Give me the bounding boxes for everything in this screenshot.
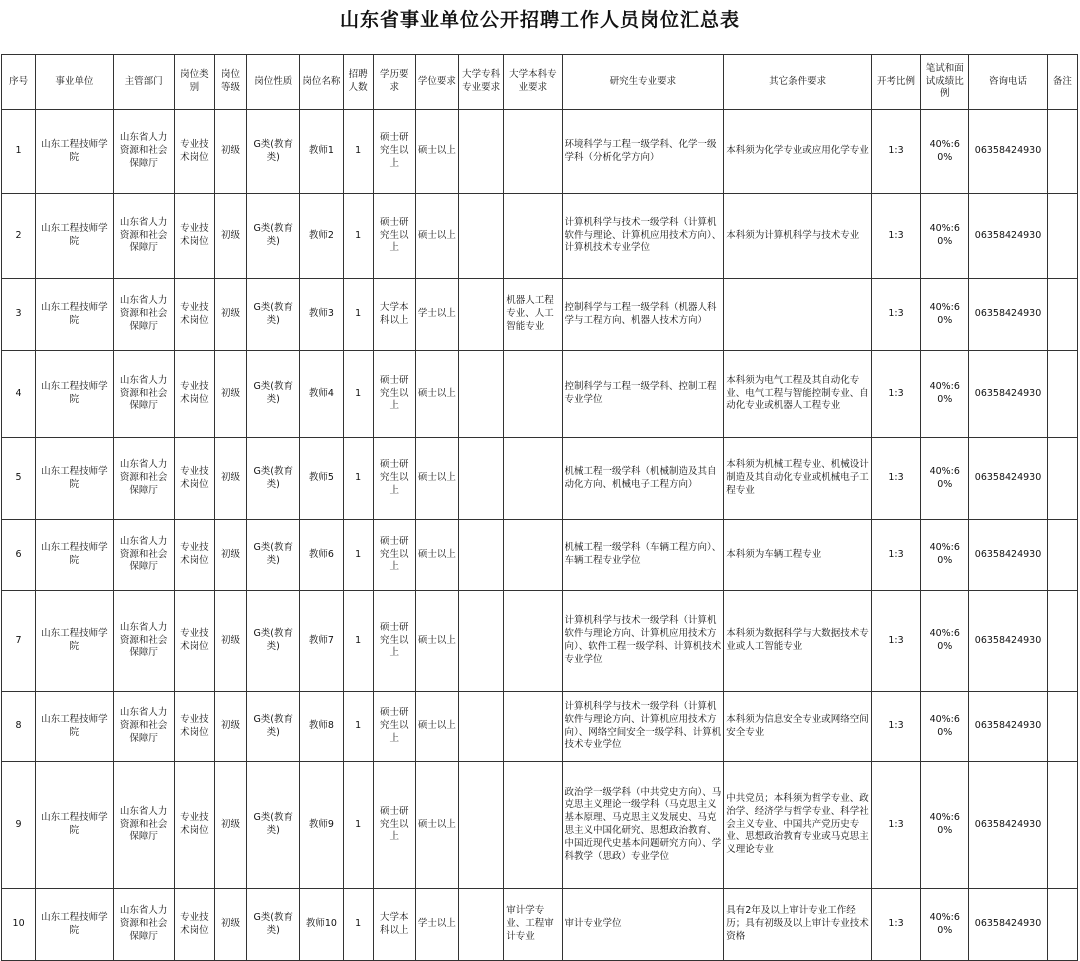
table-cell: 专业技术岗位 bbox=[174, 194, 214, 279]
table-cell bbox=[504, 351, 562, 438]
table-cell: 06358424930 bbox=[969, 279, 1047, 351]
table-cell: 40%:60% bbox=[921, 110, 969, 194]
table-cell: 1 bbox=[343, 591, 373, 692]
table-cell: 初级 bbox=[214, 520, 246, 591]
table-cell: 06358424930 bbox=[969, 889, 1047, 961]
table-cell: 计算机科学与技术一级学科（计算机软件与理论方向、计算机应用技术方向）、网络空间安全一级学科、计算机技术专业学位 bbox=[562, 692, 724, 762]
table-cell: 硕士以上 bbox=[415, 692, 458, 762]
table-cell: 山东省人力资源和社会保障厅 bbox=[113, 279, 174, 351]
table-cell: 山东工程技师学院 bbox=[36, 194, 113, 279]
table-cell bbox=[1047, 520, 1077, 591]
table-cell: 1:3 bbox=[871, 762, 920, 889]
table-cell: 环境科学与工程一级学科、化学一级学科（分析化学方向） bbox=[562, 110, 724, 194]
table-cell: 山东工程技师学院 bbox=[36, 889, 113, 961]
table-cell: 40%:60% bbox=[921, 889, 969, 961]
column-header: 序号 bbox=[2, 55, 36, 110]
table-cell: 本科须为车辆工程专业 bbox=[724, 520, 872, 591]
column-header: 大学本科专业要求 bbox=[504, 55, 562, 110]
table-cell: 1:3 bbox=[871, 110, 920, 194]
column-header: 事业单位 bbox=[36, 55, 113, 110]
table-row bbox=[2, 110, 1078, 194]
table-cell bbox=[504, 438, 562, 520]
table-cell: 硕士研究生以上 bbox=[373, 194, 415, 279]
table-cell bbox=[1047, 438, 1077, 520]
table-row bbox=[2, 520, 1078, 591]
table-cell: 专业技术岗位 bbox=[174, 279, 214, 351]
table-cell: 40%:60% bbox=[921, 692, 969, 762]
table-cell bbox=[504, 762, 562, 889]
table-cell: 专业技术岗位 bbox=[174, 692, 214, 762]
table-cell: 硕士以上 bbox=[415, 520, 458, 591]
table-cell: 初级 bbox=[214, 194, 246, 279]
table-cell: 山东工程技师学院 bbox=[36, 591, 113, 692]
table-cell: 山东省人力资源和社会保障厅 bbox=[113, 889, 174, 961]
table-cell bbox=[504, 520, 562, 591]
table-cell bbox=[459, 762, 504, 889]
table-cell bbox=[1047, 279, 1077, 351]
table-cell: 学士以上 bbox=[415, 889, 458, 961]
table-cell: 初级 bbox=[214, 692, 246, 762]
page-title: 山东省事业单位公开招聘工作人员岗位汇总表 bbox=[339, 9, 740, 31]
table-cell: 1 bbox=[343, 889, 373, 961]
table-cell: G类(教育类) bbox=[247, 110, 300, 194]
table-cell: 40%:60% bbox=[921, 520, 969, 591]
table-cell: 具有2年及以上审计专业工作经历；具有初级及以上审计专业技术资格 bbox=[724, 889, 872, 961]
table-cell: 教师7 bbox=[300, 591, 343, 692]
column-header: 岗位性质 bbox=[247, 55, 300, 110]
table-cell: 06358424930 bbox=[969, 110, 1047, 194]
table-cell: 1 bbox=[343, 438, 373, 520]
table-cell bbox=[459, 889, 504, 961]
table-cell: 专业技术岗位 bbox=[174, 889, 214, 961]
table-cell: 06358424930 bbox=[969, 438, 1047, 520]
table-cell: 硕士研究生以上 bbox=[373, 520, 415, 591]
table-row bbox=[2, 194, 1078, 279]
table-cell: 中共党员；本科须为哲学专业、政治学、经济学与哲学专业、科学社会主义专业、中国共产党历史专业、思想政治教育专业或马克思主义理论专业 bbox=[724, 762, 872, 889]
table-cell: 硕士研究生以上 bbox=[373, 762, 415, 889]
table-cell: 专业技术岗位 bbox=[174, 351, 214, 438]
table-cell: 1:3 bbox=[871, 591, 920, 692]
table-cell: 40%:60% bbox=[921, 591, 969, 692]
table-cell bbox=[504, 692, 562, 762]
table-cell: G类(教育类) bbox=[247, 591, 300, 692]
column-header: 岗位等级 bbox=[214, 55, 246, 110]
table-cell: 初级 bbox=[214, 279, 246, 351]
table-cell: 控制科学与工程一级学科、控制工程专业学位 bbox=[562, 351, 724, 438]
table-cell: 本科须为计算机科学与技术专业 bbox=[724, 194, 872, 279]
table-cell: 山东工程技师学院 bbox=[36, 279, 113, 351]
table-cell: 1:3 bbox=[871, 438, 920, 520]
table-cell: 山东省人力资源和社会保障厅 bbox=[113, 438, 174, 520]
column-header: 备注 bbox=[1047, 55, 1077, 110]
table-cell: 4 bbox=[2, 351, 36, 438]
table-cell: 教师10 bbox=[300, 889, 343, 961]
table-row bbox=[2, 351, 1078, 438]
table-cell: 硕士研究生以上 bbox=[373, 110, 415, 194]
table-cell: G类(教育类) bbox=[247, 351, 300, 438]
table-cell bbox=[459, 351, 504, 438]
table-cell: 1 bbox=[2, 110, 36, 194]
table-row bbox=[2, 591, 1078, 692]
table-cell: 硕士以上 bbox=[415, 438, 458, 520]
table-cell: 1:3 bbox=[871, 279, 920, 351]
column-header: 招聘人数 bbox=[343, 55, 373, 110]
table-cell: 山东省人力资源和社会保障厅 bbox=[113, 110, 174, 194]
table-cell: 审计学专业、工程审计专业 bbox=[504, 889, 562, 961]
table-cell: 硕士以上 bbox=[415, 194, 458, 279]
table-cell: 控制科学与工程一级学科（机器人科学与工程方向、机器人技术方向） bbox=[562, 279, 724, 351]
table-cell: 山东工程技师学院 bbox=[36, 692, 113, 762]
table-cell bbox=[1047, 194, 1077, 279]
table-cell: G类(教育类) bbox=[247, 692, 300, 762]
table-cell: 5 bbox=[2, 438, 36, 520]
table-cell: 本科须为数据科学与大数据技术专业或人工智能专业 bbox=[724, 591, 872, 692]
table-cell bbox=[459, 591, 504, 692]
table-cell: 硕士以上 bbox=[415, 110, 458, 194]
table-cell: 专业技术岗位 bbox=[174, 110, 214, 194]
table-cell: 7 bbox=[2, 591, 36, 692]
table-cell: 1 bbox=[343, 692, 373, 762]
table-cell: 教师9 bbox=[300, 762, 343, 889]
table-cell: 本科须为机械工程专业、机械设计制造及其自动化专业或机械电子工程专业 bbox=[724, 438, 872, 520]
table-cell bbox=[459, 692, 504, 762]
table-cell: G类(教育类) bbox=[247, 279, 300, 351]
table-cell bbox=[504, 194, 562, 279]
table-cell: 教师1 bbox=[300, 110, 343, 194]
table-cell: 40%:60% bbox=[921, 194, 969, 279]
table-cell: 硕士研究生以上 bbox=[373, 351, 415, 438]
table-cell bbox=[1047, 110, 1077, 194]
table-cell: 山东省人力资源和社会保障厅 bbox=[113, 591, 174, 692]
table-cell: 教师4 bbox=[300, 351, 343, 438]
table-cell: 教师3 bbox=[300, 279, 343, 351]
table-cell: 机器人工程专业、人工智能专业 bbox=[504, 279, 562, 351]
table-cell: 硕士研究生以上 bbox=[373, 438, 415, 520]
table-cell: 计算机科学与技术一级学科（计算机软件与理论方向、计算机应用技术方向）、软件工程一级学科、计算机技术专业学位 bbox=[562, 591, 724, 692]
table-cell: 06358424930 bbox=[969, 194, 1047, 279]
table-cell bbox=[459, 520, 504, 591]
table-cell: G类(教育类) bbox=[247, 889, 300, 961]
table-cell: 初级 bbox=[214, 438, 246, 520]
table-cell: 本科须为化学专业或应用化学专业 bbox=[724, 110, 872, 194]
table-cell: 40%:60% bbox=[921, 438, 969, 520]
table-cell: G类(教育类) bbox=[247, 520, 300, 591]
table-cell: 专业技术岗位 bbox=[174, 762, 214, 889]
column-header: 学历要求 bbox=[373, 55, 415, 110]
table-cell: 硕士以上 bbox=[415, 762, 458, 889]
table-cell bbox=[1047, 351, 1077, 438]
table-cell: 06358424930 bbox=[969, 351, 1047, 438]
table-cell: 硕士以上 bbox=[415, 591, 458, 692]
table-cell: 9 bbox=[2, 762, 36, 889]
table-cell: 山东省人力资源和社会保障厅 bbox=[113, 351, 174, 438]
table-cell: 硕士以上 bbox=[415, 351, 458, 438]
table-row bbox=[2, 889, 1078, 961]
column-header: 研究生专业要求 bbox=[562, 55, 724, 110]
column-header: 岗位类别 bbox=[174, 55, 214, 110]
table-cell: 山东省人力资源和社会保障厅 bbox=[113, 762, 174, 889]
table-cell: 山东工程技师学院 bbox=[36, 110, 113, 194]
column-header: 学位要求 bbox=[415, 55, 458, 110]
table-cell: 教师5 bbox=[300, 438, 343, 520]
table-cell: 2 bbox=[2, 194, 36, 279]
table-cell: 教师6 bbox=[300, 520, 343, 591]
table-cell: 山东省人力资源和社会保障厅 bbox=[113, 520, 174, 591]
table-cell: 专业技术岗位 bbox=[174, 438, 214, 520]
table-cell: 初级 bbox=[214, 351, 246, 438]
table-cell bbox=[1047, 889, 1077, 961]
table-cell: 初级 bbox=[214, 110, 246, 194]
column-header: 咨询电话 bbox=[969, 55, 1047, 110]
table-cell: 本科须为信息安全专业或网络空间安全专业 bbox=[724, 692, 872, 762]
table-cell: 山东工程技师学院 bbox=[36, 520, 113, 591]
column-header: 主管部门 bbox=[113, 55, 174, 110]
table-cell bbox=[1047, 692, 1077, 762]
column-header: 大学专科专业要求 bbox=[459, 55, 504, 110]
table-cell bbox=[459, 110, 504, 194]
table-cell: 3 bbox=[2, 279, 36, 351]
table-cell: 1:3 bbox=[871, 351, 920, 438]
table-cell: 教师8 bbox=[300, 692, 343, 762]
table-cell: 1:3 bbox=[871, 520, 920, 591]
table-cell: 1 bbox=[343, 279, 373, 351]
table-cell: 10 bbox=[2, 889, 36, 961]
table-cell: 初级 bbox=[214, 889, 246, 961]
table-cell: 06358424930 bbox=[969, 762, 1047, 889]
column-header: 岗位名称 bbox=[300, 55, 343, 110]
table-cell: 审计专业学位 bbox=[562, 889, 724, 961]
table-cell: 教师2 bbox=[300, 194, 343, 279]
table-cell bbox=[1047, 762, 1077, 889]
table-cell: 山东省人力资源和社会保障厅 bbox=[113, 692, 174, 762]
table-cell: 机械工程一级学科（机械制造及其自动化方向、机械电子工程方向） bbox=[562, 438, 724, 520]
table-cell: 本科须为电气工程及其自动化专业、电气工程与智能控制专业、自动化专业或机器人工程专业 bbox=[724, 351, 872, 438]
table-row bbox=[2, 762, 1078, 889]
table-cell: 计算机科学与技术一级学科（计算机软件与理论、计算机应用技术方向）、计算机技术专业学位 bbox=[562, 194, 724, 279]
table-cell: 1 bbox=[343, 520, 373, 591]
table-cell: 8 bbox=[2, 692, 36, 762]
table-row bbox=[2, 438, 1078, 520]
table-cell: 1 bbox=[343, 762, 373, 889]
table-cell: 学士以上 bbox=[415, 279, 458, 351]
table-row bbox=[2, 279, 1078, 351]
table-cell bbox=[1047, 591, 1077, 692]
column-header: 开考比例 bbox=[871, 55, 920, 110]
table-cell: 1:3 bbox=[871, 889, 920, 961]
header-row bbox=[2, 55, 1078, 110]
table-cell: 专业技术岗位 bbox=[174, 520, 214, 591]
positions-table bbox=[1, 54, 1078, 961]
table-cell: 06358424930 bbox=[969, 591, 1047, 692]
table-cell: G类(教育类) bbox=[247, 438, 300, 520]
table-cell: G类(教育类) bbox=[247, 194, 300, 279]
table-cell: 1 bbox=[343, 351, 373, 438]
table-cell bbox=[459, 438, 504, 520]
column-header: 笔试和面试成绩比例 bbox=[921, 55, 969, 110]
table-cell: 机械工程一级学科（车辆工程方向）、车辆工程专业学位 bbox=[562, 520, 724, 591]
table-cell: 专业技术岗位 bbox=[174, 591, 214, 692]
table-cell: 40%:60% bbox=[921, 351, 969, 438]
table-cell bbox=[504, 591, 562, 692]
table-cell: 山东工程技师学院 bbox=[36, 762, 113, 889]
table-cell: 初级 bbox=[214, 762, 246, 889]
table-cell: 1 bbox=[343, 110, 373, 194]
table-cell bbox=[459, 279, 504, 351]
table-cell: 山东省人力资源和社会保障厅 bbox=[113, 194, 174, 279]
table-cell: 40%:60% bbox=[921, 279, 969, 351]
table-cell bbox=[724, 279, 872, 351]
table-cell: 大学本科以上 bbox=[373, 889, 415, 961]
table-cell: 06358424930 bbox=[969, 520, 1047, 591]
table-cell: 山东工程技师学院 bbox=[36, 351, 113, 438]
column-header: 其它条件要求 bbox=[724, 55, 872, 110]
table-cell: 大学本科以上 bbox=[373, 279, 415, 351]
table-cell: 山东工程技师学院 bbox=[36, 438, 113, 520]
table-cell bbox=[504, 110, 562, 194]
table-cell: 政治学一级学科（中共党史方向）、马克思主义理论一级学科（马克思主义基本原理、马克思主义发展史、马克思主义中国化研究、思想政治教育、中国近现代史基本问题研究方向）、学科教学（思政）专业学位 bbox=[562, 762, 724, 889]
table-cell: 06358424930 bbox=[969, 692, 1047, 762]
table-cell: 初级 bbox=[214, 591, 246, 692]
table-row bbox=[2, 692, 1078, 762]
table-cell: 1:3 bbox=[871, 194, 920, 279]
table-cell bbox=[459, 194, 504, 279]
table-cell: 1:3 bbox=[871, 692, 920, 762]
table-cell: 1 bbox=[343, 194, 373, 279]
table-cell: 6 bbox=[2, 520, 36, 591]
table-cell: G类(教育类) bbox=[247, 762, 300, 889]
table-cell: 硕士研究生以上 bbox=[373, 692, 415, 762]
table-cell: 40%:60% bbox=[921, 762, 969, 889]
table-cell: 硕士研究生以上 bbox=[373, 591, 415, 692]
